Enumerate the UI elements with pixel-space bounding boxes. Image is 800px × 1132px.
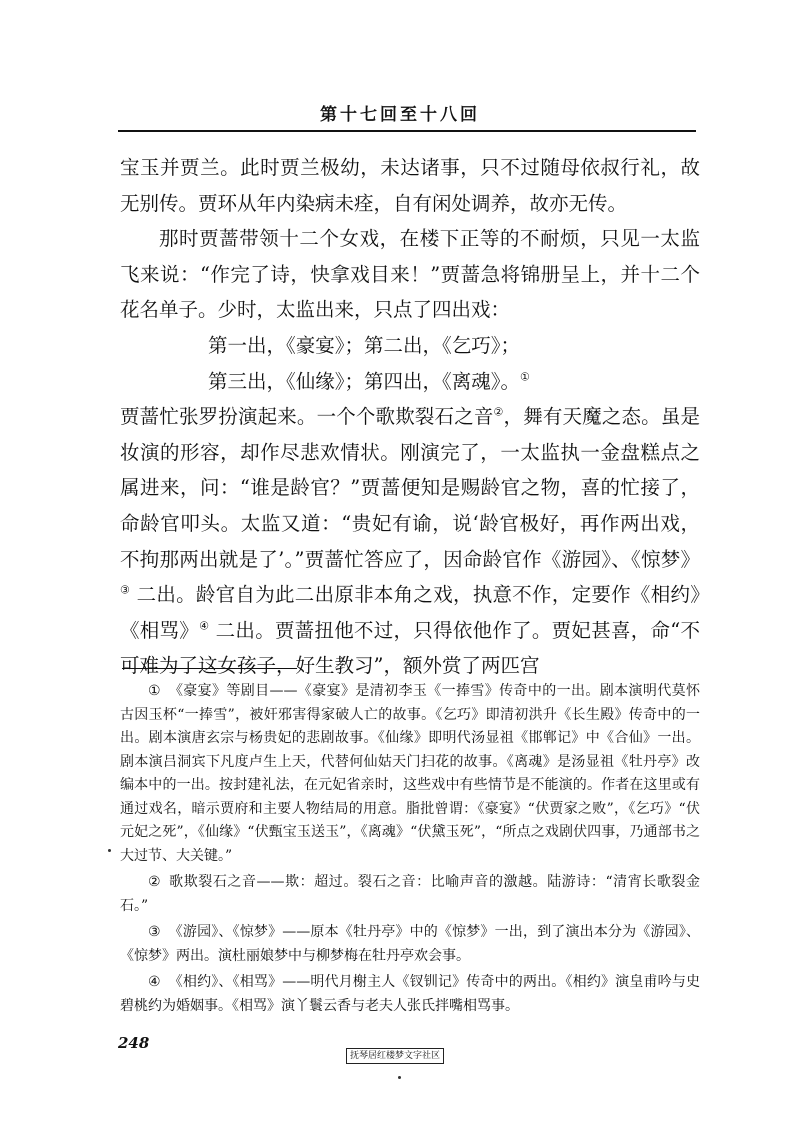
footnote-3-mark: ③ [148, 924, 161, 940]
paragraph-3-part-d: 二出。贾蔷扭他不过，只得依他作了。贾妃甚喜，命“不可难为了这女孩子，好生教习”，额外赏了两匹宫 [120, 618, 700, 678]
footnote-2 [120, 871, 700, 918]
footnote-1-mark: ① [148, 683, 161, 699]
paragraph-3-part-a: 贾蔷忙张罗扮演起来。一个个歌欺裂石之音 [120, 405, 494, 429]
header-rule [118, 130, 696, 132]
paragraph-3-part-b: ，舞有天魔之态。虽是妆演的形容，却作尽悲欢情状。刚演完了，一太监执一金盘糕点之属进来，问：“谁是龄官？”贾蔷便知是赐龄官之物，喜的忙接了，命龄官叩头。太监又道：“贵妃有谕，说‘龄官极好，再作两出戏，不拘那两出就是了’。”贾蔷忙答应了，因命龄官作《游园》、《惊梦》 [120, 405, 700, 571]
footnote-3-text: 《游园》、《惊梦》——原本《牡丹亭》中的《惊梦》一出，到了演出本分为《游园》、《惊梦》两出。演杜丽娘梦中与柳梦梅在牡丹亭欢会事。 [120, 924, 701, 964]
paragraph-3-part-c: 二出。龄官自为此二出原非本角之戏，执意不作，定要作《相约》《相骂》 [120, 583, 700, 642]
footnote-ref-2: ② [493, 405, 504, 419]
footnote-1-text: 《豪宴》等剧目——《豪宴》是清初李玉《一捧雪》传奇中的一出。剧本演明代莫怀古因玉杯“一捧雪”，被奸邪害得家破人亡的故事。《乞巧》即清初洪升《长生殿》传奇中的一出。剧本演唐玄宗与杨贵妃的悲剧故事。《仙缘》即明代汤显祖《邯郸记》中《合仙》一出。剧本演吕洞宾下凡度卢生上天，代替何仙姑天门扫花的故事。《离魂》是汤显祖《牡丹亭》改编本中的一出。按封建礼法，在元妃省亲时，这些戏中有些情节是不能演的。作者在这里或有通过戏名，暗示贾府和主要人物结局的用意。脂批曾谓：《豪宴》“伏贾家之败”，《乞巧》“伏元妃之死”，《仙缘》“伏甄宝玉送玉”，《离魂》“伏黛玉死”，“所点之戏剧伏四事，乃通部书之大过节、大关键。” [120, 683, 700, 864]
watermark-stamp: 抚琴居红楼梦文字社区 [346, 1048, 444, 1064]
running-head: 第十七回至十八回 [320, 105, 480, 125]
footnote-2-text: 歌欺裂石之音——欺：超过。裂石之音：比喻声音的激越。陆游诗：“清宵长歌裂金石。” [120, 874, 700, 914]
play-list-line-1: 第一出，《豪宴》；第二出，《乞巧》； [208, 333, 521, 357]
page-number: 248 [118, 1034, 150, 1052]
footnote-2-mark: ② [148, 874, 162, 890]
footnotes [120, 680, 700, 1021]
paragraph-3 [120, 399, 700, 684]
footnote-ref-4: ④ [199, 619, 210, 633]
play-list-line-2 [120, 364, 700, 400]
footnote-4-text: 《相约》、《相骂》——明代月榭主人《钗钏记》传奇中的两出。《相约》演皇甫吟与史碧桃约为婚姻事。《相骂》演丫鬟云香与老夫人张氏拌嘴相骂事。 [120, 974, 701, 1014]
footnote-rule [122, 668, 297, 669]
scan-speck [108, 849, 111, 852]
play-list-line-2-text: 第三出，《仙缘》；第四出，《离魂》。 [208, 369, 521, 393]
footnote-4-mark: ④ [148, 974, 161, 990]
main-text [120, 150, 700, 684]
footnote-ref-1: ① [520, 370, 530, 384]
scan-speck [398, 1076, 401, 1079]
paragraph-2: 那时贾蔷带领十二个女戏，在楼下正等的不耐烦，只见一太监飞来说：“作完了诗，快拿戏目来！”贾蔷急将锦册呈上，并十二个花名单子。少时，太监出来，只点了四出戏： [120, 227, 700, 322]
footnote-4 [120, 971, 700, 1018]
paragraph-1: 宝玉并贾兰。此时贾兰极幼，未达诸事，只不过随母依叔行礼，故无别传。贾环从年内染病未痊，自有闲处调养，故亦无传。 [120, 156, 700, 215]
footnote-ref-3: ③ [120, 583, 131, 597]
footnote-3 [120, 921, 700, 968]
footnote-1 [120, 680, 700, 868]
